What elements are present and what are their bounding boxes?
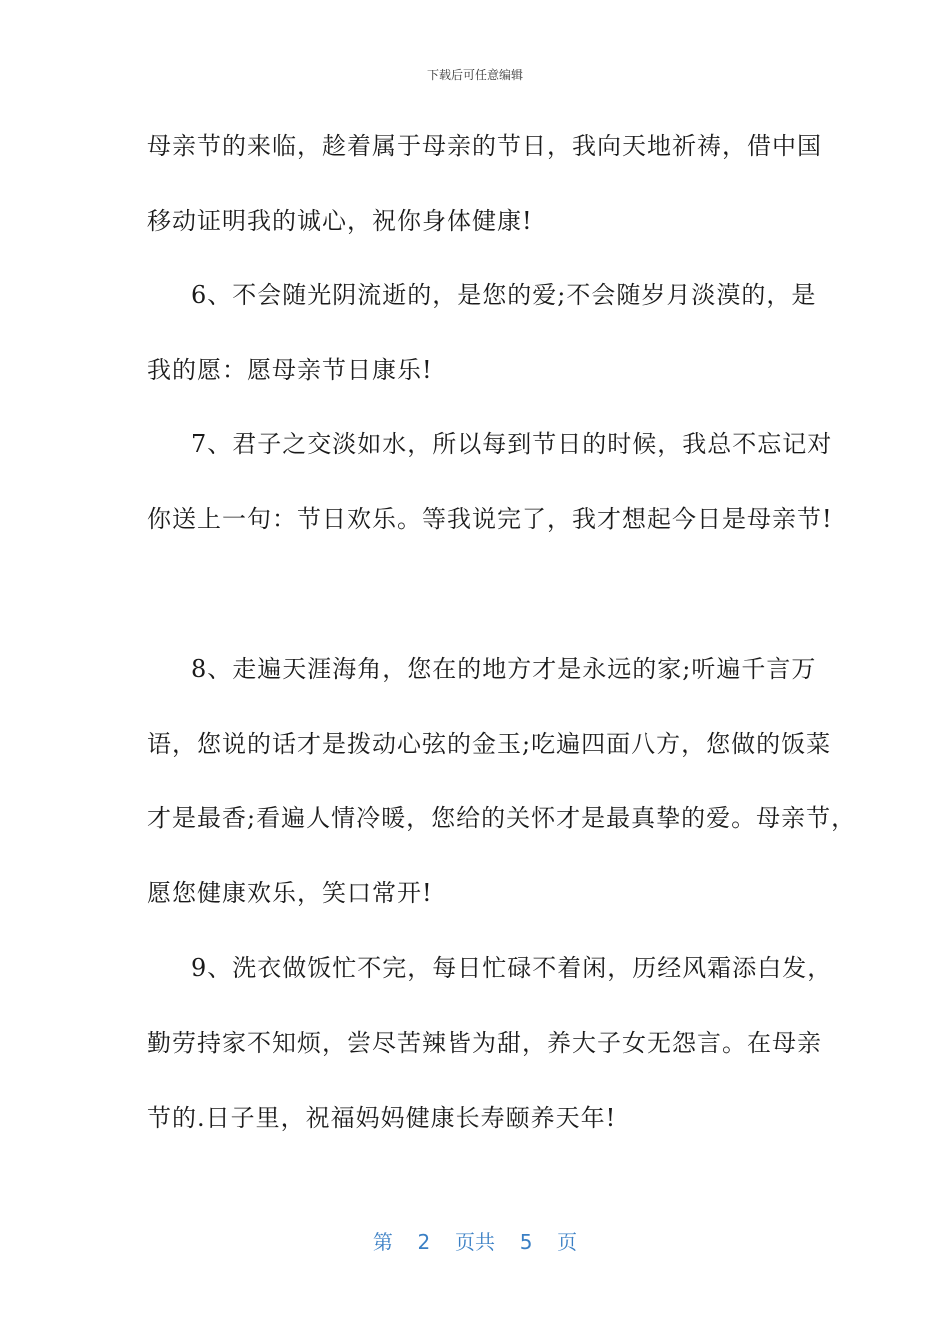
paragraph-line: 7、君子之交淡如水，所以每到节日的时候，我总不忘记对 <box>191 430 833 458</box>
paragraph-line: 勤劳持家不知烦，尝尽苦辣皆为甜，养大子女无怨言。在母亲 <box>147 1029 822 1057</box>
paragraph-line: 移动证明我的诚心，祝你身体健康! <box>147 207 533 235</box>
paragraph-line: 愿您健康欢乐，笑口常开! <box>147 879 433 907</box>
paragraph-line: 我的愿：愿母亲节日康乐! <box>147 356 433 384</box>
page-footer <box>0 1226 950 1255</box>
paragraph-line: 节的.日子里，祝福妈妈健康长寿颐养天年! <box>147 1104 617 1132</box>
paragraph-line: 才是最香;看遍人情冷暖，您给的关怀才是最真挚的爱。母亲节， <box>147 804 857 832</box>
paragraph-line: 9、洗衣做饭忙不完，每日忙碌不着闲，历经风霜添白发， <box>191 954 833 982</box>
paragraph-line: 8、走遍天涯海角，您在的地方才是永远的家;听遍千言万 <box>191 655 817 683</box>
paragraph-line: 6、不会随光阴流逝的，是您的爱;不会随岁月淡漠的，是 <box>191 281 817 309</box>
paragraph-line: 语，您说的话才是拨动心弦的金玉;吃遍四面八方，您做的饭菜 <box>147 730 832 758</box>
page-number: 第 2 页共 5 页 <box>372 1230 578 1254</box>
paragraph-line: 你送上一句：节日欢乐。等我说完了，我才想起今日是母亲节! <box>147 505 833 533</box>
paragraph-line: 母亲节的来临，趁着属于母亲的节日，我向天地祈祷，借中国 <box>147 132 822 160</box>
page-header: 下载后可任意编辑 <box>426 68 523 82</box>
